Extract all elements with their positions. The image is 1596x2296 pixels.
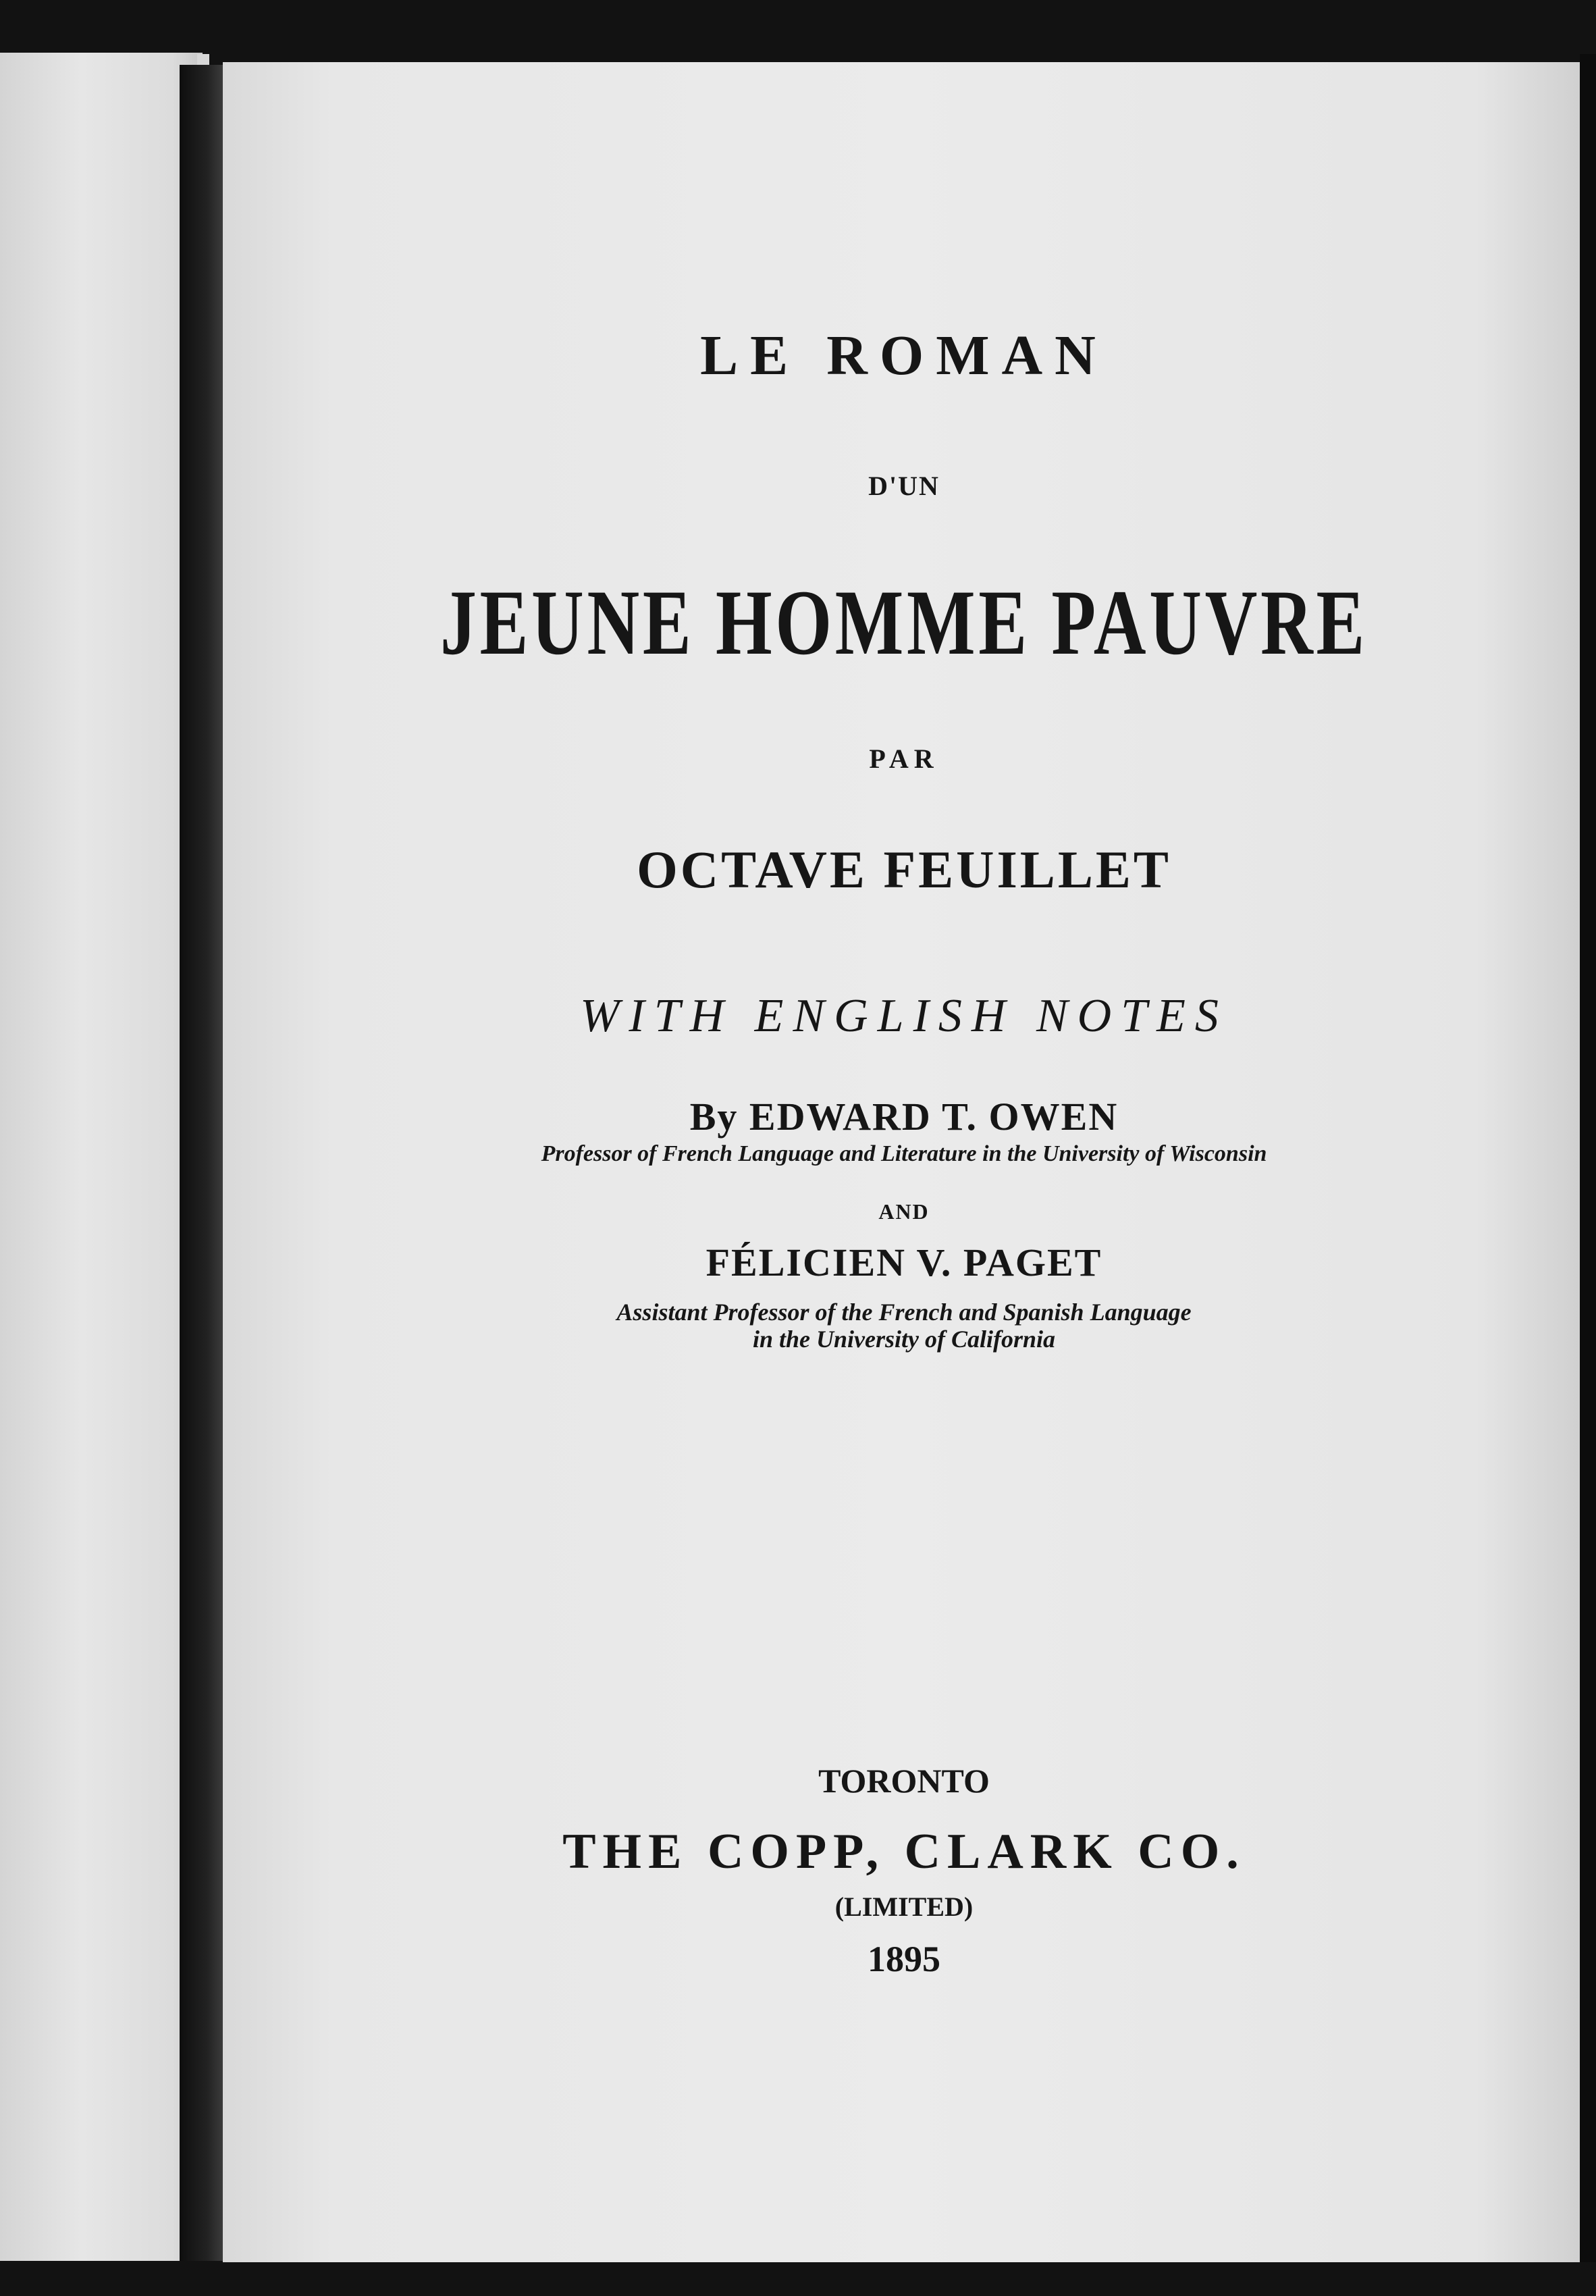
publication-year: 1895 [868,1939,940,1979]
par-label: PAR [869,743,939,774]
scan-border-bottom [0,2262,1596,2296]
publisher-city: TORONTO [818,1762,990,1800]
publisher-name: THE COPP, CLARK CO. [562,1824,1246,1879]
publisher-limited: (LIMITED) [834,1891,974,1922]
title-line-1: LE ROMAN [700,324,1108,387]
editor-2-name: FÉLICIEN V. PAGET [706,1241,1102,1284]
editor-1-name: By EDWARD T. OWEN [689,1095,1119,1139]
notes-line: WITH ENGLISH NOTES [580,990,1228,1042]
facing-page-edge [0,53,203,2261]
and-label: AND [878,1199,930,1224]
main-title: JEUNE HOMME PAUVRE [440,571,1368,674]
editor-2-title-line-1: Assistant Professor of the French and Spanish Language [616,1299,1192,1326]
editor-1-title: Professor of French Language and Literature in the University of Wisconsin [541,1141,1267,1166]
author-name: OCTAVE FEUILLET [637,840,1171,899]
title-line-2: D'UN [868,471,940,501]
editor-2-title-line-2: in the University of California [752,1326,1056,1353]
